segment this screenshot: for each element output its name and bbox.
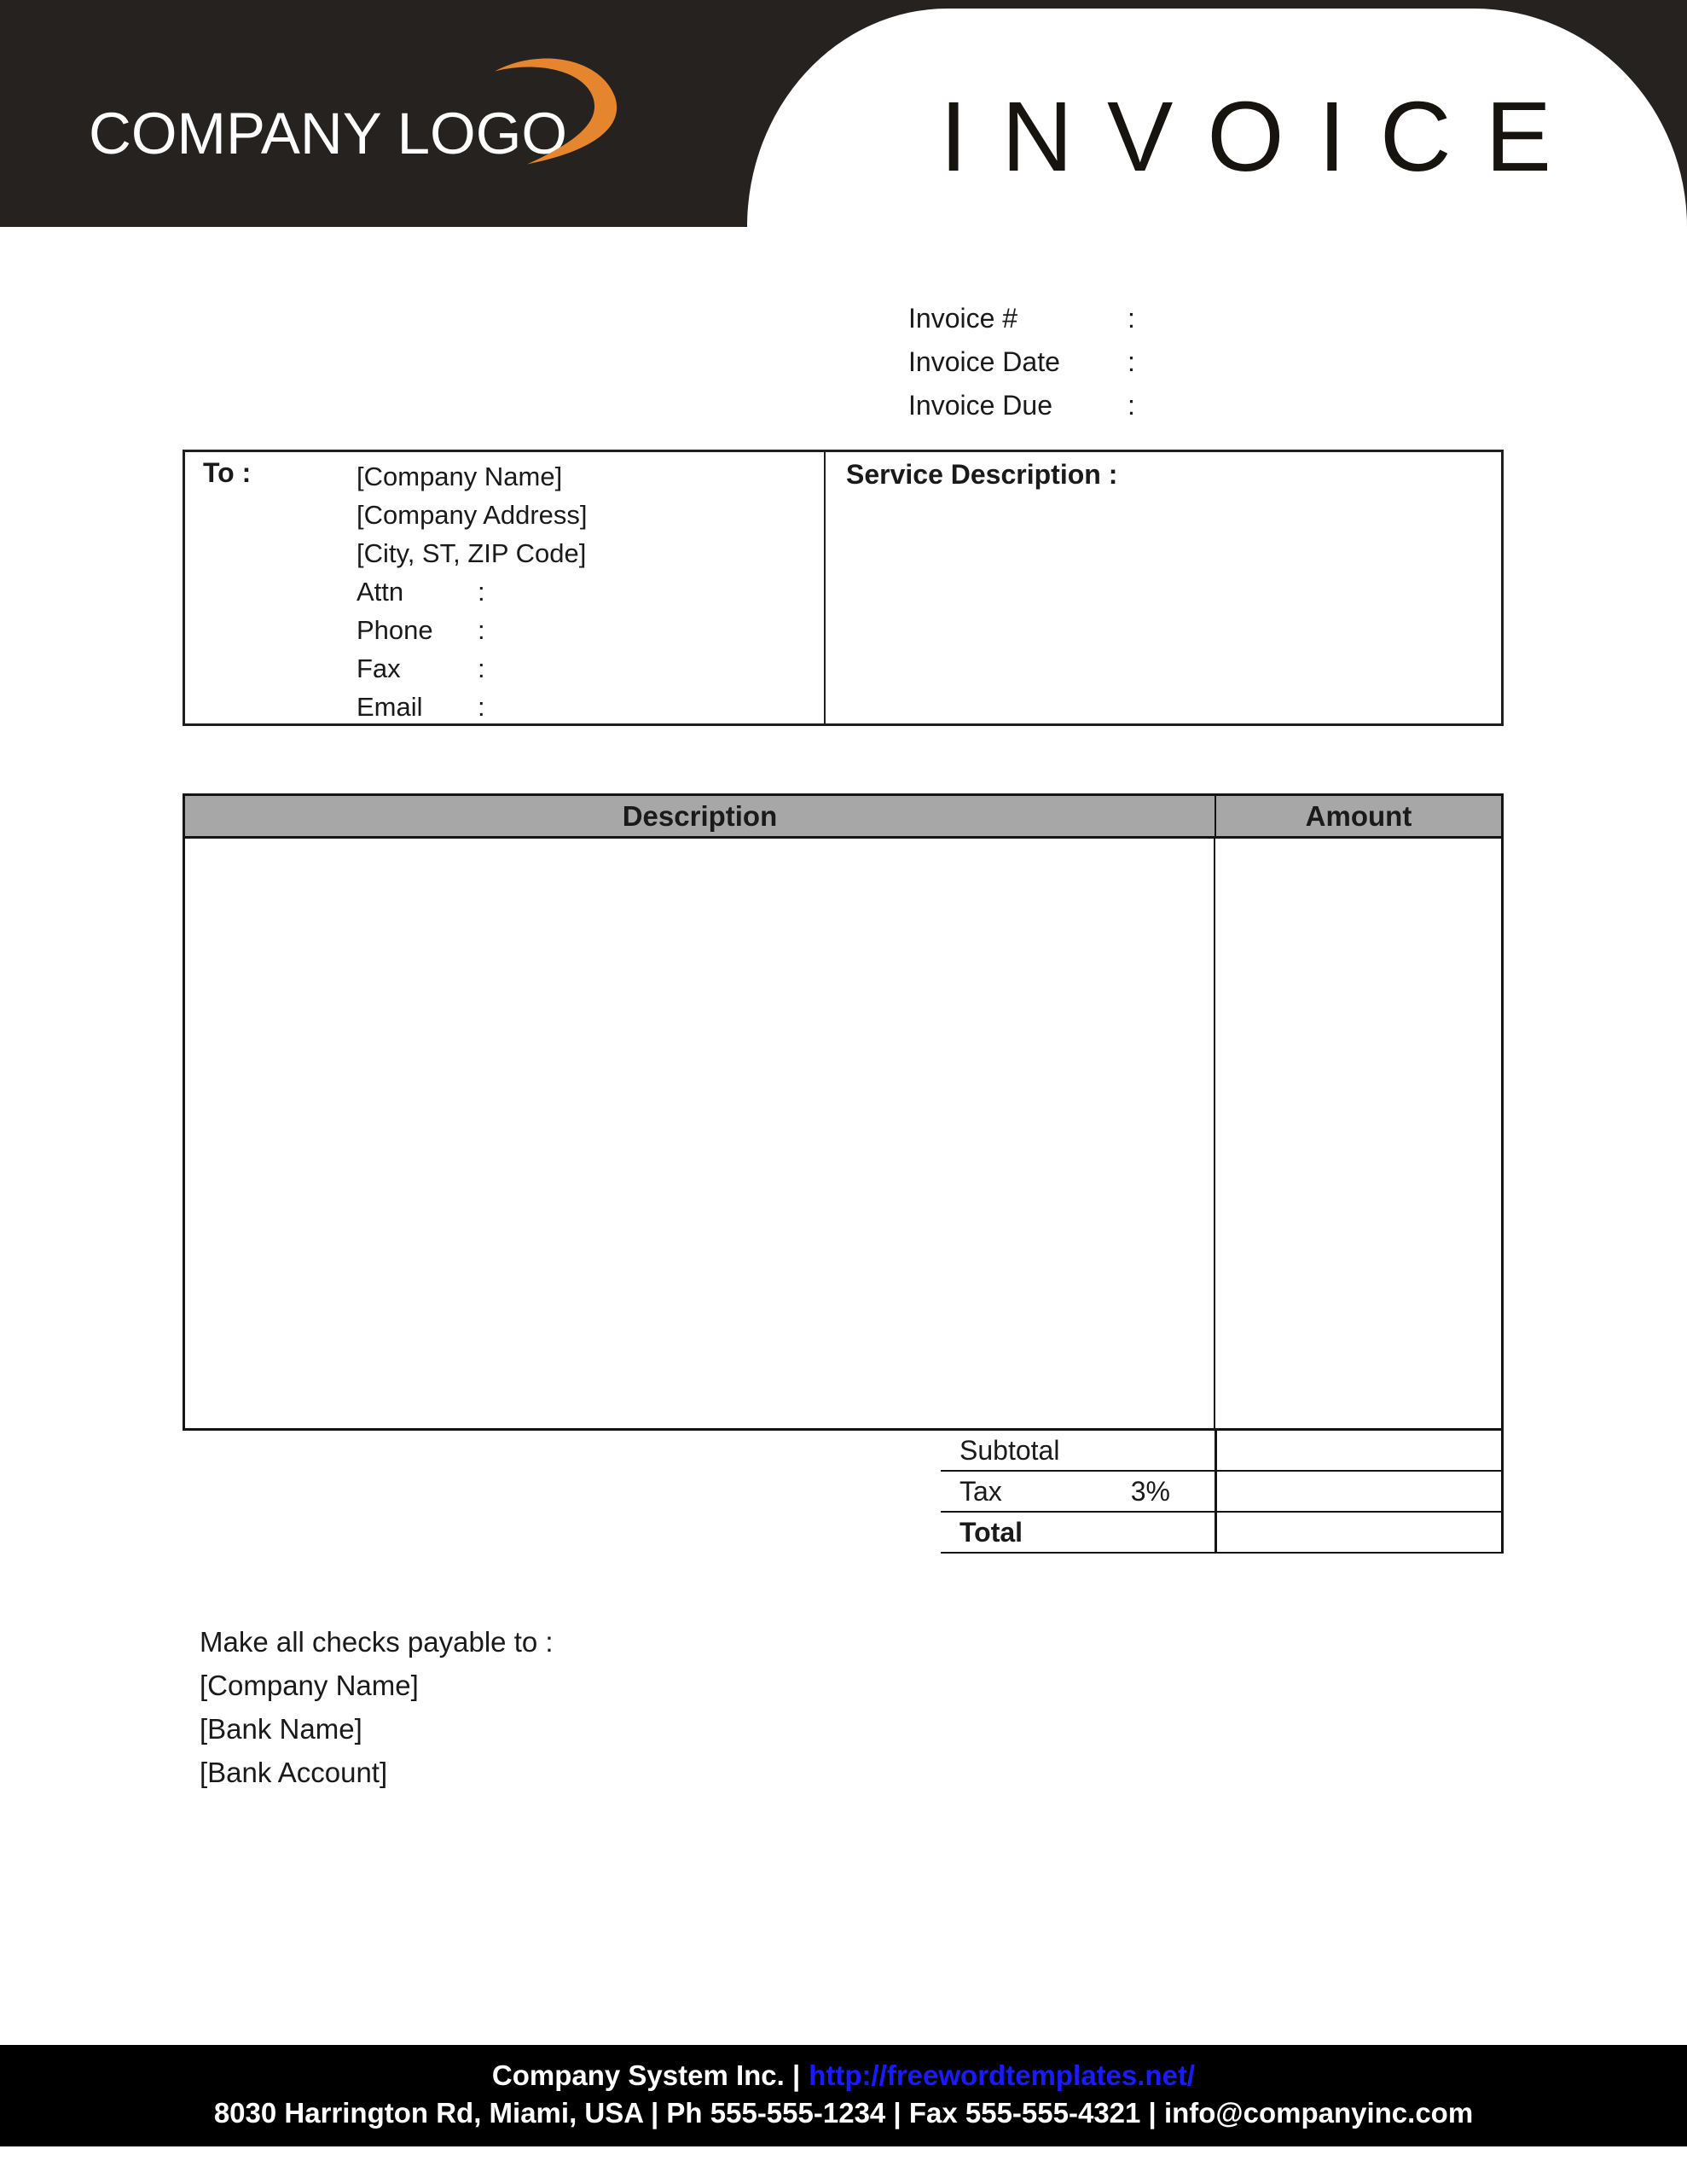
totals-table bbox=[941, 1431, 1504, 1554]
invoice-date-label: Invoice Date bbox=[908, 346, 1060, 377]
recipient-box-divider bbox=[824, 452, 826, 723]
service-description-label: Service Description : bbox=[846, 459, 1118, 490]
invoice-date-row: Invoice Date : bbox=[908, 340, 1135, 384]
recipient-company-name: [Company Name] bbox=[357, 462, 563, 491]
page-title: INVOICE bbox=[940, 81, 1586, 192]
email-label: Email bbox=[357, 692, 423, 722]
recipient-city-state-zip: [City, ST, ZIP Code] bbox=[357, 538, 587, 568]
attn-label: Attn bbox=[357, 577, 404, 607]
tax-row bbox=[941, 1472, 1501, 1513]
to-label: To : bbox=[203, 457, 252, 488]
swoosh-shape bbox=[495, 59, 617, 165]
checks-payable-heading: Make all checks payable to : bbox=[200, 1626, 554, 1658]
items-table-body bbox=[183, 839, 1504, 1431]
recipient-company-address: [Company Address] bbox=[357, 500, 588, 530]
invoice-due-label: Invoice Due bbox=[908, 390, 1052, 421]
recipient-phone-row: Phone : bbox=[357, 611, 588, 649]
payee-bank-name: [Bank Name] bbox=[200, 1713, 362, 1745]
recipient-attn-row: Attn : bbox=[357, 572, 588, 611]
company-logo-text: COMPANY LOGO bbox=[89, 101, 568, 166]
invoice-meta bbox=[908, 297, 1135, 427]
header-banner bbox=[0, 0, 1687, 227]
footer-contact-line: 8030 Harrington Rd, Miami, USA | Ph 555-555-1234 | Fax 555-555-4321 | info@companyinc.com bbox=[213, 2097, 1474, 2129]
items-column-divider bbox=[1214, 839, 1215, 1428]
tax-value bbox=[1215, 1472, 1501, 1511]
footer-website-link[interactable]: http://freewordtemplates.net/ bbox=[809, 2059, 1196, 2091]
footer-company-name: Company System Inc. | bbox=[491, 2059, 801, 2091]
tax-label: Tax bbox=[959, 1475, 1002, 1507]
subtotal-row bbox=[941, 1431, 1501, 1472]
items-table-header bbox=[183, 793, 1504, 839]
description-column-header: Description bbox=[622, 799, 778, 832]
total-value bbox=[1215, 1513, 1501, 1552]
recipient-box bbox=[183, 450, 1504, 726]
phone-label: Phone bbox=[357, 615, 433, 645]
tax-rate: 3% bbox=[1130, 1475, 1170, 1507]
payee-bank-account: [Bank Account] bbox=[200, 1757, 388, 1788]
recipient-details bbox=[357, 457, 588, 726]
footer-bar bbox=[0, 2045, 1687, 2146]
logo-swoosh-icon bbox=[488, 51, 624, 169]
total-row bbox=[941, 1513, 1501, 1554]
subtotal-value bbox=[1215, 1431, 1501, 1470]
invoice-due-row: Invoice Due : bbox=[908, 384, 1135, 427]
amount-column-header: Amount bbox=[1215, 796, 1501, 836]
recipient-email-row: Email : bbox=[357, 688, 588, 726]
total-label: Total bbox=[959, 1516, 1023, 1548]
subtotal-label: Subtotal bbox=[959, 1434, 1060, 1466]
footer-company-line bbox=[0, 2057, 1687, 2094]
fax-label: Fax bbox=[357, 653, 401, 683]
payment-info bbox=[200, 1620, 554, 1794]
payee-company-name: [Company Name] bbox=[200, 1670, 419, 1701]
recipient-fax-row: Fax : bbox=[357, 649, 588, 688]
invoice-number-label: Invoice # bbox=[908, 303, 1018, 334]
invoice-number-row: Invoice # : bbox=[908, 297, 1135, 340]
